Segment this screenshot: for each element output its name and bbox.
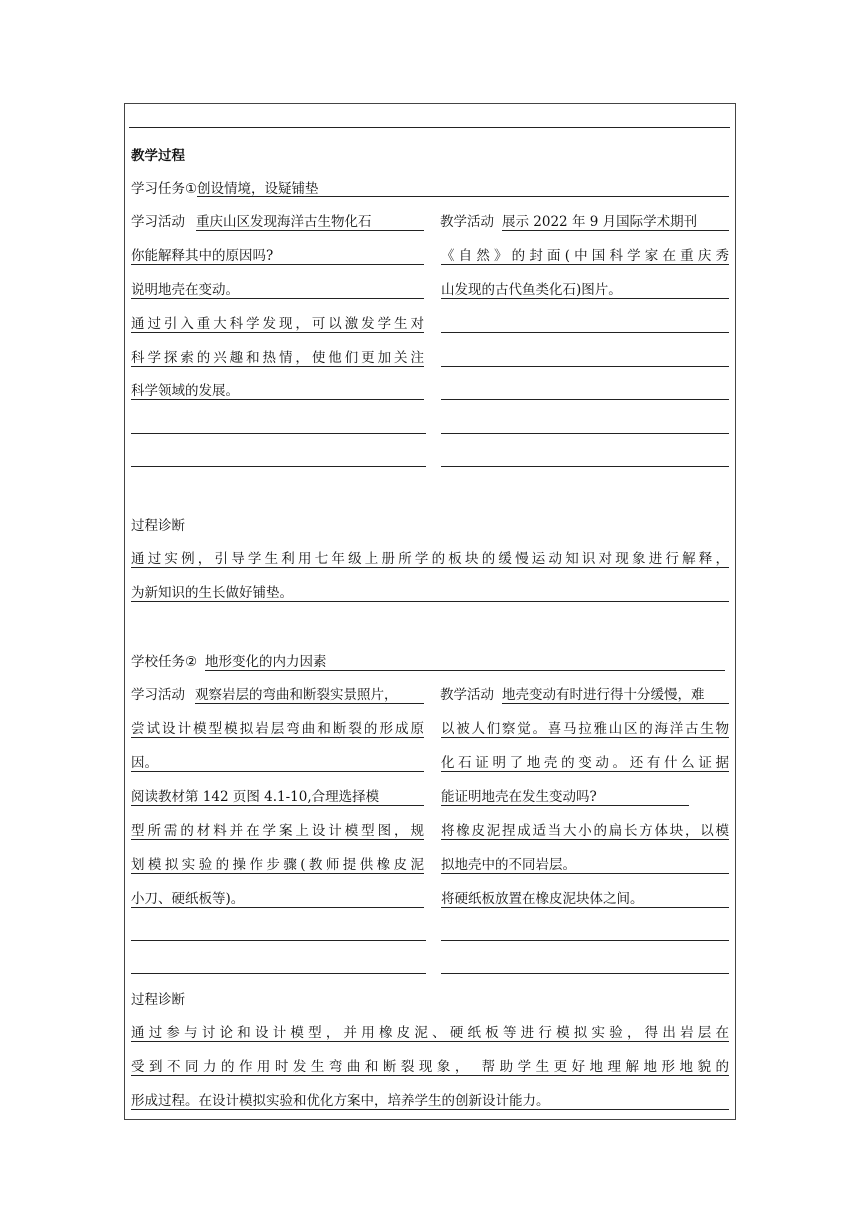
- task2-learning-line: 尝试设计模型模拟岩层弯曲和断裂的形成原: [131, 721, 424, 737]
- task2-teaching-line: 拟地壳中的不同岩层。: [441, 857, 576, 873]
- task1-teaching-label: 教学活动: [440, 214, 494, 230]
- task2-teaching-rule: [441, 737, 729, 738]
- diagnosis2-rule: [131, 1075, 729, 1076]
- task1-teaching-rule: [502, 230, 729, 231]
- task2-learning-rule: [131, 805, 424, 806]
- diagnosis1-rule: [131, 567, 729, 568]
- task2-learning-line: 观察岩层的弯曲和断裂实景照片，: [195, 687, 398, 703]
- task1-learning-rule: [131, 298, 424, 299]
- section-title: 教学过程: [131, 148, 185, 164]
- task2-learning-line: 因。: [131, 755, 158, 771]
- task1-learning-rule: [131, 399, 424, 400]
- task1-learning-label: 学习活动: [131, 214, 185, 230]
- task1-teaching-rule: [441, 466, 729, 467]
- task2-learning-line: 划模拟实验的操作步骤(教师提供橡皮泥: [131, 857, 424, 873]
- diagnosis1-rule: [131, 601, 729, 602]
- task2-learning-rule: [131, 839, 424, 840]
- task2-teaching-line: 化石证明了地壳的变动。还有什么证据: [441, 755, 729, 771]
- task1-text: 创设情境，设疑铺垫: [197, 181, 319, 197]
- task2-learning-rule: [131, 907, 424, 908]
- task1-teaching-rule: [441, 264, 729, 265]
- task1-learning-line: 重庆山区发现海洋古生物化石: [196, 214, 372, 230]
- task2-teaching-line: 将橡皮泥捏成适当大小的扁长方体块，以模: [441, 823, 729, 839]
- task2-learning-line: 型所需的材料并在学案上设计模型图，规: [131, 823, 424, 839]
- task1-learning-rule: [131, 332, 424, 333]
- task2-learning-rule: [131, 737, 424, 738]
- task1-teaching-line: 《自然》的封面(中国科学家在重庆秀: [441, 248, 729, 264]
- task1-learning-line: 科学领域的发展。: [131, 383, 239, 399]
- task2-learning-rule: [131, 940, 426, 941]
- diagnosis1-label: 过程诊断: [131, 518, 185, 534]
- task1-learning-line: 说明地壳在变动。: [131, 282, 239, 298]
- task1-learning-rule: [131, 264, 424, 265]
- task1-learning-rule: [131, 366, 424, 367]
- task2-teaching-rule: [441, 907, 729, 908]
- task2-teaching-rule: [441, 805, 689, 806]
- task2-teaching-line: 以被人们察觉。喜马拉雅山区的海洋古生物: [441, 721, 729, 737]
- diagnosis2-rule: [131, 1041, 729, 1042]
- task2-teaching-rule: [441, 873, 729, 874]
- task2-teaching-rule: [441, 771, 729, 772]
- task2-teaching-rule: [502, 703, 729, 704]
- task2-teaching-rule: [441, 973, 729, 974]
- diagnosis2-line: 形成过程。在设计模拟实验和优化方案中，培养学生的创新设计能力。: [131, 1093, 550, 1109]
- task2-teaching-line: 能证明地壳在发生变动吗?: [441, 789, 597, 805]
- task1-teaching-rule: [441, 298, 729, 299]
- task2-learning-rule: [195, 703, 424, 704]
- task1-teaching-rule: [441, 433, 729, 434]
- task2-teaching-rule: [441, 940, 729, 941]
- task1-label: 学习任务①: [131, 181, 198, 197]
- task1-underline: [197, 196, 729, 197]
- task2-learning-rule: [131, 973, 426, 974]
- task2-learning-label: 学习活动: [131, 687, 185, 703]
- task1-teaching-line: 展示 2022 年 9 月国际学术期刊: [502, 214, 698, 230]
- task2-learning-rule: [131, 771, 424, 772]
- task2-learning-line: 阅读教材第 142 页图 4.1-10,合理选择模: [131, 789, 380, 805]
- diagnosis1-line: 为新知识的生长做好铺垫。: [131, 585, 293, 601]
- diagnosis1-line: 通过实例，引导学生利用七年级上册所学的板块的缓慢运动知识对现象进行解释，: [131, 551, 729, 567]
- task2-teaching-line: 地壳变动有时进行得十分缓慢，难: [502, 687, 705, 703]
- task1-learning-rule: [196, 230, 424, 231]
- task1-teaching-rule: [441, 366, 729, 367]
- task2-learning-rule: [131, 873, 424, 874]
- task1-learning-line: 通过引入重大科学发现，可以激发学生对: [131, 316, 424, 332]
- diagnosis2-line: 通过参与讨论和设计模型，并用橡皮泥、硬纸板等进行模拟实验，得出岩层在: [131, 1025, 729, 1041]
- diagnosis2-line: 受到不同力的作用时发生弯曲和断裂现象， 帮助学生更好地理解地形地貌的: [131, 1059, 729, 1075]
- task2-learning-line: 小刀、硬纸板等)。: [131, 891, 245, 907]
- diagnosis2-label: 过程诊断: [131, 992, 185, 1008]
- task1-learning-rule: [131, 433, 426, 434]
- task2-teaching-label: 教学活动: [440, 687, 494, 703]
- task2-label: 学校任务②: [131, 654, 198, 670]
- task1-learning-rule: [131, 466, 426, 467]
- task1-learning-line: 你能解释其中的原因吗?: [131, 248, 274, 264]
- task2-underline: [205, 670, 725, 671]
- task1-learning-line: 科学探索的兴趣和热情，使他们更加关注: [131, 350, 424, 366]
- task2-teaching-rule: [441, 839, 729, 840]
- task2-text: 地形变化的内力因素: [205, 654, 327, 670]
- top-rule: [129, 127, 730, 128]
- task1-teaching-line: 山发现的古代鱼类化石)图片。: [441, 282, 622, 298]
- task1-teaching-rule: [441, 399, 729, 400]
- task2-teaching-line: 将硬纸板放置在橡皮泥块体之间。: [441, 891, 644, 907]
- diagnosis2-rule: [131, 1109, 729, 1110]
- task1-teaching-rule: [441, 332, 729, 333]
